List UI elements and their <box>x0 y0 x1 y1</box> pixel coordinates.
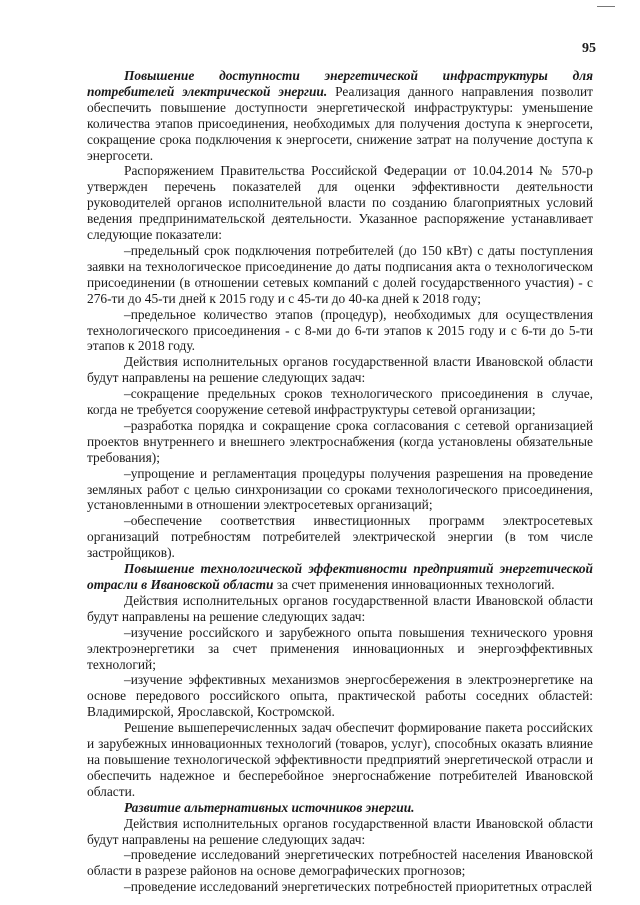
s3-task-2: –проведение исследований энергетических потребностей приоритетных отраслей <box>124 879 593 895</box>
s1-heading: Повышение доступности энергетической инфраструктуры для потребителей электрической энергии. <box>87 68 593 99</box>
s1-paragraph <box>87 68 593 163</box>
s3-task-1: –проведение исследований энергетических потребностей населения Ивановской области в разрезе районов на основе демографических прогнозов; <box>87 847 593 879</box>
s1-tasks-intro: Действия исполнительных органов государственной власти Ивановской области будут направлены на решение следующих задач: <box>87 354 593 386</box>
s2-tasks-intro: Действия исполнительных органов государственной власти Ивановской области будут направлены на решение следующих задач: <box>87 592 593 624</box>
s2-heading: Повышение технологической эффективности предприятий энергетической отрасли в Ивановской области <box>87 561 593 592</box>
s2-task-2: –изучение эффективных механизмов энергосбережения в электроэнергетике на основе передового российского опыта, практической работы соседних областей: Владимирской, Ярославской, Костромской. <box>87 672 593 720</box>
s2-paragraph <box>87 561 593 593</box>
s2-conclusion: Решение вышеперечисленных задач обеспечит формирование пакета российских и зарубежных инновационных технологий (товаров, услуг), способных оказать влияние на повышение технологической эффективности предприятий энергетической отрасли и обеспечить надежное и бесперебойное энергоснабжение потребителей Ивановской области. <box>87 720 593 799</box>
s2-heading-tail: за счет применения инновационных технологий. <box>273 577 555 592</box>
page-number: 95 <box>582 41 596 56</box>
s1-indicator-1: –предельный срок подключения потребителей (до 150 кВт) с даты поступления заявки на технологическое присоединение до даты подписания акта о технологическом присоединении (в отношении сетевых компаний с долей государственного участия) - с 276-ти до 45-ти дней к 2015 году и с 45-ти до 40-ка дней к 2018 году; <box>87 242 593 306</box>
corner-mark <box>597 6 615 7</box>
s2-task-1: –изучение российского и зарубежного опыта повышения технического уровня электроэнергетики за счет применения инновационных и энергоэффективных технологий; <box>87 624 593 672</box>
document-body <box>87 68 593 895</box>
s1-intro: Реализация данного направления позволит обеспечить повышение доступности энергетической инфраструктуры: уменьшение количества этапов присоединения, необходимых для получения доступа к энергосети, сокращение срока подключения к энергосети, снижение затрат на получение доступа к энергосети. <box>87 83 593 163</box>
s1-decree: Распоряжением Правительства Российской Федерации от 10.04.2014 № 570-р утвержден перечень показателей для оценки эффективности деятельности руководителей органов исполнительной власти по созданию благоприятных условий ведения предпринимательской деятельности. Указанное распоряжение устанавливает следующие показатели: <box>87 163 593 243</box>
s3-tasks-intro: Действия исполнительных органов государственной власти Ивановской области будут направлены на решение следующих задач: <box>87 815 593 847</box>
s1-task-4: –обеспечение соответствия инвестиционных программ электросетевых организаций потребностям потребителей электрической энергии (в том числе застройщиков). <box>87 513 593 561</box>
s1-indicator-2: –предельное количество этапов (процедур), необходимых для осуществления технологического присоединения - с 8-ми до 6-ти этапов к 2015 году и с 6-ти до 5-ти этапов к 2018 году. <box>87 306 593 354</box>
s3-heading: Развитие альтернативных источников энергии. <box>124 799 415 815</box>
s1-task-2: –разработка порядка и сокращение срока согласования с сетевой организацией проектов внутреннего и внешнего электроснабжения (когда установлены обязательные требования); <box>87 417 593 465</box>
s1-task-1: –сокращение предельных сроков технологического присоединения в случае, когда не требуется сооружение сетевой инфраструктуры сетевой организации; <box>87 386 593 418</box>
s1-task-3: –упрощение и регламентация процедуры получения разрешения на проведение земляных работ с целью синхронизации со сроками технологического присоединения, установленными в отношении электросетевых организаций; <box>87 465 593 513</box>
